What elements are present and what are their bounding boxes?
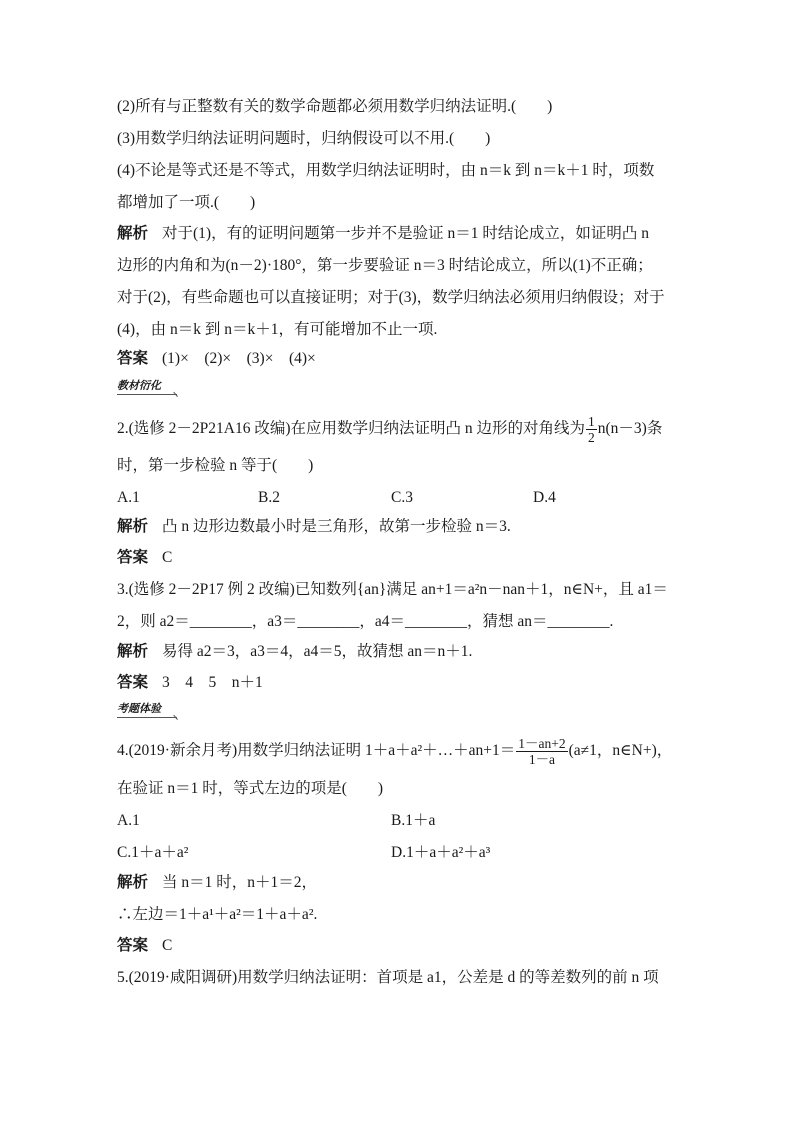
fraction-sum-num: 1－an+2 <box>518 735 566 751</box>
q2-stem <box>117 414 662 445</box>
q4-analysis-cont: ∴左边＝1＋a¹＋a²＝1＋a＋a². <box>117 906 318 923</box>
q4-analysis-text: 当 n＝1 时，n＋1＝2， <box>162 874 318 891</box>
q4-option-a: A.1 <box>117 812 140 829</box>
stmt-3: (3)用数学归纳法证明问题时，归纳假设可以不用.( ) <box>117 130 491 147</box>
q4-option-b: B.1＋a <box>391 812 436 829</box>
analysis-1-line4: (4)，由 n＝k 到 n＝k＋1，有可能增加不止一项. <box>117 321 438 338</box>
answer-label: 答案 <box>117 674 149 691</box>
analysis-label: 解析 <box>117 225 149 242</box>
section-exam <box>117 702 161 716</box>
answer-1-text: (1)× (2)× (3)× (4)× <box>162 350 316 367</box>
analysis-label: 解析 <box>117 874 149 891</box>
stmt-4: (4)不论是等式还是不等式，用数学归纳法证明时，由 n＝k 到 n＝k＋1 时，项数 <box>117 162 655 179</box>
q2-option-b: B.2 <box>258 489 280 506</box>
fraction-half <box>586 414 597 445</box>
answer-label: 答案 <box>117 350 149 367</box>
analysis-1-line3: 对于(2)，有些命题也可以直接证明；对于(3)，数学归纳法必须用归纳假设；对于 <box>117 289 665 306</box>
fraction-sum-den: 1－a <box>528 751 556 767</box>
q3-answer <box>117 673 263 693</box>
q4-option-d: D.1＋a＋a²＋a³ <box>391 844 491 861</box>
q4-analysis <box>117 873 317 893</box>
q3-stem-cont: 2，则 a2＝________，a3＝________，a4＝________，猜想 an＝________. <box>117 613 614 630</box>
answer-label: 答案 <box>117 937 149 954</box>
analysis-label: 解析 <box>117 518 149 535</box>
stmt-2: (2)所有与正整数有关的数学命题都必须用数学归纳法证明.( ) <box>117 98 553 115</box>
q5-stem: 5.(2019·咸阳调研)用数学归纳法证明：首项是 a1，公差是 d 的等差数列的前 n 项 <box>117 969 659 986</box>
analysis-1-text: 对于(1)，有的证明问题第一步并不是验证 n＝1 时结论成立，如证明凸 n <box>162 225 649 242</box>
analysis-label: 解析 <box>117 643 149 660</box>
section-underline <box>117 394 183 398</box>
q2-stem-tail: n(n－3)条 <box>597 420 663 438</box>
fraction-half-den: 2 <box>588 430 595 445</box>
stmt-4-cont: 都增加了一项.( ) <box>117 194 256 211</box>
answer-label: 答案 <box>117 549 149 566</box>
q2-option-a: A.1 <box>117 489 140 506</box>
q2-analysis <box>117 517 511 537</box>
q3-analysis-text: 易得 a2＝3，a3＝4，a4＝5，故猜想 an＝n＋1. <box>162 643 473 660</box>
analysis-1 <box>117 224 649 244</box>
q4-stem-cont: 在验证 n＝1 时，等式左边的项是( ) <box>117 780 384 797</box>
q2-analysis-text: 凸 n 边形边数最小时是三角形，故第一步检验 n＝3. <box>162 518 511 535</box>
q2-stem-text: 2.(选修 2－2P21A16 改编)在应用数学归纳法证明凸 n 边形的对角线为 <box>117 420 586 438</box>
q3-stem: 3.(选修 2－2P17 例 2 改编)已知数列{an}满足 an+1＝a²n－nan＋1，n∈N+，且 a1＝ <box>117 581 668 598</box>
section-textbook <box>117 379 161 393</box>
q4-stem-text: 4.(2019·新余月考)用数学归纳法证明 1＋a＋a²＋…＋an+1＝ <box>117 742 516 759</box>
fraction-sum <box>516 736 567 767</box>
q4-answer-text: C <box>162 937 173 954</box>
q4-stem <box>117 735 672 767</box>
q2-stem-cont: 时，第一步检验 n 等于( ) <box>117 457 314 474</box>
fraction-half-num: 1 <box>588 414 595 429</box>
q4-option-c: C.1＋a＋a² <box>117 844 189 861</box>
answer-1 <box>117 349 316 369</box>
q2-answer-text: C <box>162 549 173 566</box>
q3-answer-text: 3 4 5 n＋1 <box>162 674 263 691</box>
q4-stem-tail: (a≠1，n∈N+)， <box>568 742 673 759</box>
q3-analysis <box>117 642 472 662</box>
q2-option-d: D.4 <box>533 489 556 506</box>
q4-answer <box>117 936 172 956</box>
section-textbook-title: 教材衍化 <box>117 380 161 392</box>
analysis-1-line2: 边形的内角和为(n－2)·180°，第一步要验证 n＝3 时结论成立，所以(1)不正确； <box>117 257 653 274</box>
section-underline <box>117 717 183 721</box>
section-exam-title: 考题体验 <box>117 703 161 715</box>
q2-answer <box>117 548 172 568</box>
q2-option-c: C.3 <box>391 489 413 506</box>
